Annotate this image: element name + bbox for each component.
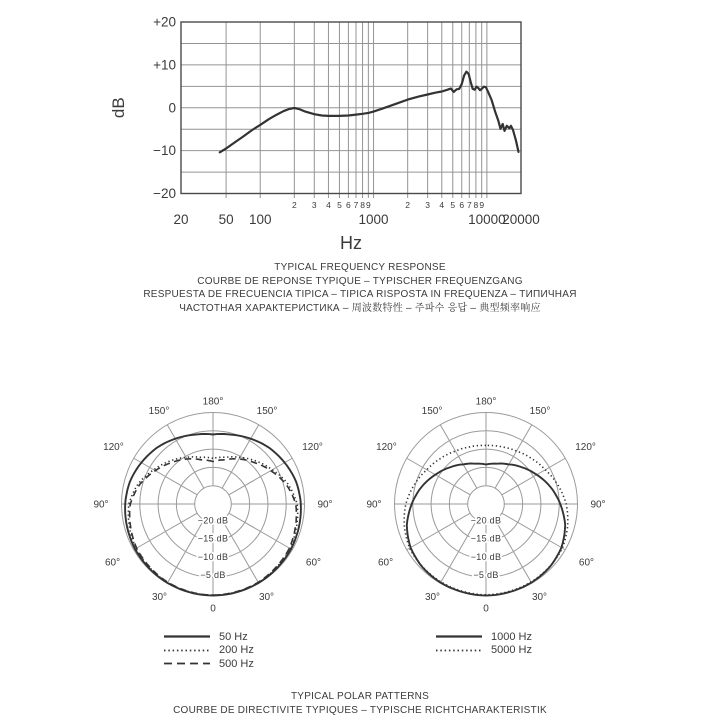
legend-line-dashed [163, 659, 211, 668]
polar-pattern-high-frequencies-plot [346, 386, 626, 624]
caption-line: COURBE DE REPONSE TYPIQUE – TYPISCHER FREQUENZGANG [197, 275, 523, 287]
polar-ring-label: −20 dB [197, 515, 229, 526]
legend-item [435, 630, 532, 644]
caption-line: RESPUESTA DE FRECUENCIA TIPICA – TIPICA RISPOSTA IN FREQUENZA – ТИПИЧНАЯ [143, 289, 577, 301]
fr-x-minor-tick-label: 6 [346, 200, 351, 210]
frequency-response-figure [100, 0, 540, 252]
polar-angle-label: 120° [302, 442, 323, 453]
legend-line-solid [435, 632, 483, 641]
fr-x-minor-tick-label: 9 [365, 200, 371, 210]
fr-x-tick-label: 100 [248, 212, 272, 227]
legend-label: 200 Hz [219, 644, 254, 657]
fr-response-curve [220, 72, 519, 153]
polar-angle-label: 120° [103, 442, 124, 453]
fr-x-tick-label: 1000 [358, 212, 389, 227]
polar-angle-label: 30° [258, 592, 275, 604]
caption-line: ЧАСТОТНАЯ ХАРАКТЕРИСТИКА – 周波数特性 – 주파수 응답 – 典型频率响应 [179, 302, 541, 314]
legend-line-dotted [435, 646, 483, 655]
polar-pattern-low-frequencies-plot [73, 386, 353, 624]
polar-ring-label: −20 dB [470, 515, 502, 526]
polar-patterns-caption [0, 690, 720, 717]
fr-x-minor-tick-label: 8 [360, 200, 365, 210]
polar-angle-label: 90° [317, 499, 333, 511]
fr-grid [181, 22, 521, 198]
fr-x-axis-title: Hz [340, 233, 362, 252]
fr-x-minor-tick-label: 2 [291, 200, 297, 210]
fr-x-minor-tick-label: 3 [311, 200, 317, 210]
polar-angle-label: 60° [305, 557, 322, 569]
polar-ring-label: −15 dB [197, 533, 229, 544]
fr-y-tick-label: −20 [153, 186, 176, 201]
fr-x-minor-tick-label: 4 [326, 200, 331, 210]
legend-item [163, 644, 254, 658]
polar-legend-low-frequencies [163, 630, 254, 671]
polar-ring-label: −10 dB [470, 551, 502, 562]
fr-x-tick-label: 10000 [468, 212, 506, 227]
polar-angle-label: 0 [210, 603, 216, 615]
polar-angle-label: 180° [475, 396, 497, 408]
polar-ring-label: −10 dB [197, 551, 229, 562]
caption-line: TYPICAL FREQUENCY RESPONSE [274, 262, 446, 273]
fr-x-tick-labels [173, 200, 539, 227]
polar-ring-label: −15 dB [470, 533, 502, 544]
polar-angle-label: 0 [483, 603, 489, 615]
fr-y-tick-label: 0 [168, 100, 176, 116]
legend-label: 1000 Hz [491, 630, 532, 643]
caption-line: TYPICAL POLAR PATTERNS [290, 691, 430, 702]
polar-angle-label: 120° [376, 442, 397, 453]
fr-x-minor-tick-label: 2 [405, 200, 411, 210]
fr-y-tick-label: −10 [153, 143, 176, 159]
polar-angle-label: 90° [366, 499, 382, 511]
fr-y-tick-label: +20 [153, 14, 176, 30]
polar-pattern-low-frequencies-figure [73, 386, 353, 624]
legend-item [163, 657, 254, 671]
polar-angle-label: 150° [529, 405, 551, 417]
caption-line: COURBE DE DIRECTIVITE TYPIQUES – TYPISCHE RICHTCHARAKTERISTIK [173, 704, 547, 716]
legend-item [435, 644, 532, 658]
polar-angle-label: 60° [578, 557, 595, 569]
polar-pattern-high-frequencies-figure [346, 386, 626, 624]
polar-ring-label: −5 dB [473, 570, 499, 581]
fr-y-axis-title: dB [109, 97, 128, 119]
polar-legend-high-frequencies [435, 630, 532, 657]
fr-x-tick-label: 50 [218, 212, 234, 227]
polar-angle-label: 120° [575, 442, 596, 453]
fr-x-tick-label: 20 [173, 212, 189, 227]
fr-x-minor-tick-label: 5 [337, 200, 342, 210]
frequency-response-plot [100, 0, 540, 252]
legend-line-solid [163, 632, 211, 641]
legend-line-dotted [163, 646, 211, 655]
fr-x-minor-tick-label: 7 [353, 200, 359, 210]
frequency-response-caption [0, 261, 720, 315]
polar-angle-label: 60° [104, 557, 121, 569]
polar-angle-label: 150° [256, 405, 278, 417]
polar-angle-label: 30° [151, 592, 168, 604]
polar-angle-label: 30° [424, 592, 441, 604]
polar-angle-label: 90° [590, 499, 606, 511]
fr-x-minor-tick-label: 5 [450, 200, 456, 210]
polar-angle-label: 150° [421, 405, 443, 417]
legend-item [163, 630, 254, 644]
fr-x-minor-tick-label: 7 [466, 200, 472, 210]
polar-angle-label: 60° [377, 557, 394, 569]
polar-angle-label: 180° [202, 396, 224, 408]
fr-x-minor-tick-label: 9 [479, 200, 485, 210]
polar-angle-label: 30° [531, 592, 548, 604]
legend-label: 500 Hz [219, 657, 254, 670]
legend-label: 5000 Hz [491, 644, 532, 657]
polar-angle-label: 150° [148, 405, 170, 417]
polar-angle-label: 90° [93, 499, 109, 511]
polar-ring-label: −5 dB [200, 570, 226, 581]
fr-x-minor-tick-label: 4 [439, 200, 445, 210]
fr-x-minor-tick-label: 3 [425, 200, 430, 210]
fr-x-minor-tick-label: 6 [459, 200, 465, 210]
legend-label: 50 Hz [219, 630, 248, 643]
fr-y-tick-labels [153, 15, 176, 202]
fr-x-minor-tick-label: 8 [473, 200, 479, 210]
fr-x-tick-label: 20000 [502, 212, 540, 227]
fr-y-tick-label: +10 [153, 57, 176, 73]
